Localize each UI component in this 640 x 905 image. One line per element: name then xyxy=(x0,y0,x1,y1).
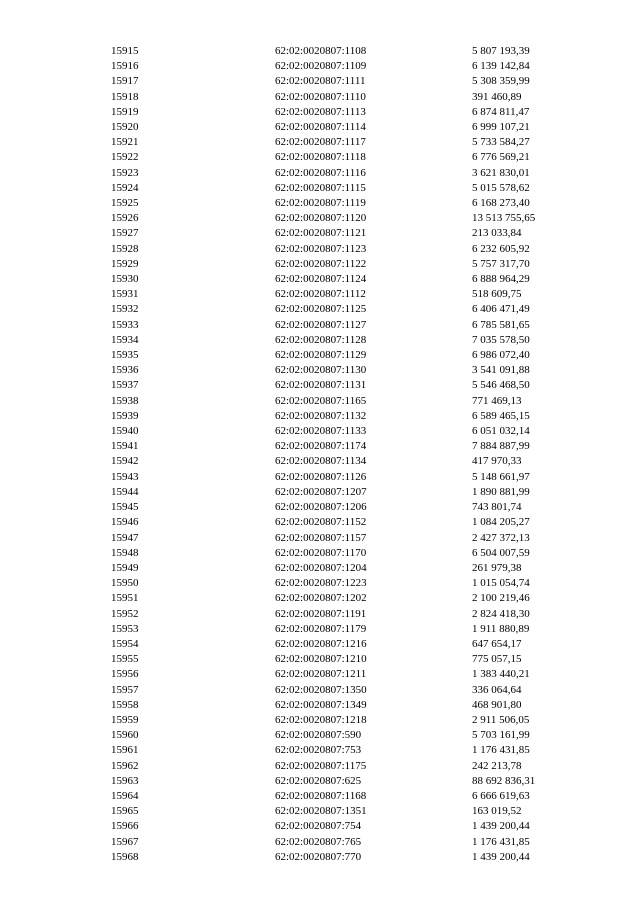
row-number: 15943 xyxy=(111,470,139,483)
row-number: 15954 xyxy=(111,637,139,650)
row-number: 15936 xyxy=(111,364,139,377)
row-number: 15920 xyxy=(111,121,139,134)
cadastral-value: 6 589 465,15 xyxy=(472,409,530,422)
cadastral-value: 6 785 581,65 xyxy=(472,318,530,331)
row-number: 15965 xyxy=(111,805,139,818)
row-number: 15921 xyxy=(111,136,139,149)
table-row xyxy=(111,287,592,302)
table-row xyxy=(111,531,592,546)
cadastral-number: 62:02:0020807:1174 xyxy=(275,440,367,453)
cadastral-value: 6 139 142,84 xyxy=(472,60,530,73)
row-number: 15949 xyxy=(111,561,139,574)
table-row xyxy=(111,378,592,393)
table-row xyxy=(111,515,592,530)
cadastral-number: 62:02:0020807:1170 xyxy=(275,546,367,559)
cadastral-value: 468 901,80 xyxy=(472,698,522,711)
table-row xyxy=(111,181,592,196)
row-number: 15941 xyxy=(111,440,139,453)
table-row xyxy=(111,743,592,758)
cadastral-number: 62:02:0020807:1131 xyxy=(275,379,367,392)
table-row xyxy=(111,120,592,135)
row-number: 15926 xyxy=(111,212,139,225)
cadastral-number: 62:02:0020807:1168 xyxy=(275,789,367,802)
row-number: 15959 xyxy=(111,713,139,726)
table-row xyxy=(111,318,592,333)
row-number: 15940 xyxy=(111,425,139,438)
row-number: 15925 xyxy=(111,197,139,210)
row-number: 15953 xyxy=(111,622,139,635)
row-number: 15935 xyxy=(111,349,139,362)
cadastral-value: 7 884 887,99 xyxy=(472,440,530,453)
table-row xyxy=(111,242,592,257)
table-row xyxy=(111,105,592,120)
cadastral-number: 62:02:0020807:1119 xyxy=(275,197,366,210)
cadastral-number: 62:02:0020807:1218 xyxy=(275,713,367,726)
cadastral-number: 62:02:0020807:1157 xyxy=(275,531,367,544)
table-row xyxy=(111,150,592,165)
table-row xyxy=(111,44,592,59)
table-row xyxy=(111,454,592,469)
row-number: 15930 xyxy=(111,273,139,286)
row-number: 15966 xyxy=(111,820,139,833)
cadastral-number: 62:02:0020807:1125 xyxy=(275,303,367,316)
cadastral-number: 62:02:0020807:1123 xyxy=(275,242,367,255)
row-number: 15916 xyxy=(111,60,139,73)
cadastral-number: 62:02:0020807:1108 xyxy=(275,45,367,57)
cadastral-value: 1 439 200,44 xyxy=(472,850,530,863)
table-row xyxy=(111,774,592,789)
table-row xyxy=(111,166,592,181)
row-number: 15962 xyxy=(111,759,139,772)
cadastral-value: 3 621 830,01 xyxy=(472,166,530,179)
table-row xyxy=(111,789,592,804)
cadastral-number: 62:02:0020807:1351 xyxy=(275,805,367,818)
cadastral-number: 62:02:0020807:765 xyxy=(275,835,362,848)
cadastral-number: 62:02:0020807:1112 xyxy=(275,288,366,301)
cadastral-number: 62:02:0020807:1126 xyxy=(275,470,367,483)
row-number: 15948 xyxy=(111,546,139,559)
cadastral-value: 1 015 054,74 xyxy=(472,577,530,590)
table-row xyxy=(111,713,592,728)
table-row xyxy=(111,667,592,682)
cadastral-number: 62:02:0020807:1207 xyxy=(275,485,367,498)
table-row xyxy=(111,698,592,713)
cadastral-number: 62:02:0020807:1118 xyxy=(275,151,366,164)
row-number: 15956 xyxy=(111,668,139,681)
cadastral-number: 62:02:0020807:1206 xyxy=(275,501,367,514)
cadastral-number: 62:02:0020807:625 xyxy=(275,774,362,787)
cadastral-number: 62:02:0020807:1204 xyxy=(275,561,367,574)
cadastral-value: 6 168 273,40 xyxy=(472,197,530,210)
cadastral-value: 1 890 881,99 xyxy=(472,485,530,498)
cadastral-number: 62:02:0020807:1216 xyxy=(275,637,367,650)
cadastral-value: 391 460,89 xyxy=(472,90,522,103)
table-row xyxy=(111,439,592,454)
row-number: 15934 xyxy=(111,333,139,346)
table-row xyxy=(111,546,592,561)
cadastral-value: 6 666 619,63 xyxy=(472,789,530,802)
cadastral-value: 6 986 072,40 xyxy=(472,349,530,362)
cadastral-value: 5 733 584,27 xyxy=(472,136,530,149)
table-row xyxy=(111,272,592,287)
row-number: 15939 xyxy=(111,409,139,422)
cadastral-value: 7 035 578,50 xyxy=(472,333,530,346)
cadastral-value: 213 033,84 xyxy=(472,227,522,240)
cadastral-number: 62:02:0020807:1110 xyxy=(275,90,366,103)
cadastral-value: 3 541 091,88 xyxy=(472,364,530,377)
table-row xyxy=(111,591,592,606)
table-row xyxy=(111,302,592,317)
row-number: 15942 xyxy=(111,455,139,468)
table-row xyxy=(111,409,592,424)
table-row xyxy=(111,819,592,834)
table-row xyxy=(111,59,592,74)
cadastral-number: 62:02:0020807:1152 xyxy=(275,516,367,529)
row-number: 15946 xyxy=(111,516,139,529)
row-number: 15947 xyxy=(111,531,139,544)
cadastral-value: 6 999 107,21 xyxy=(472,121,530,134)
row-number: 15927 xyxy=(111,227,139,240)
cadastral-number: 62:02:0020807:1122 xyxy=(275,257,367,270)
cadastral-value: 5 308 359,99 xyxy=(472,75,530,88)
row-number: 15931 xyxy=(111,288,139,301)
cadastral-number: 62:02:0020807:770 xyxy=(275,850,362,863)
table-row xyxy=(111,576,592,591)
cadastral-value: 743 801,74 xyxy=(472,501,522,514)
cadastral-number: 62:02:0020807:1113 xyxy=(275,105,366,118)
cadastral-value: 518 609,75 xyxy=(472,288,522,301)
table-row xyxy=(111,485,592,500)
cadastral-value: 2 911 506,05 xyxy=(472,713,530,726)
row-number: 15915 xyxy=(111,45,139,57)
table-row xyxy=(111,652,592,667)
cadastral-number: 62:02:0020807:1111 xyxy=(275,75,366,88)
table-row xyxy=(111,424,592,439)
cadastral-value: 5 807 193,39 xyxy=(472,45,530,57)
cadastral-number: 62:02:0020807:1132 xyxy=(275,409,367,422)
cadastral-value: 5 015 578,62 xyxy=(472,181,530,194)
row-number: 15951 xyxy=(111,592,139,605)
cadastral-value: 6 406 471,49 xyxy=(472,303,530,316)
row-number: 15922 xyxy=(111,151,139,164)
table-row xyxy=(111,759,592,774)
row-number: 15917 xyxy=(111,75,139,88)
table-row xyxy=(111,74,592,89)
row-number: 15924 xyxy=(111,181,139,194)
table-row xyxy=(111,728,592,743)
table-row xyxy=(111,333,592,348)
cadastral-number: 62:02:0020807:1165 xyxy=(275,394,367,407)
cadastral-number: 62:02:0020807:1223 xyxy=(275,577,367,590)
table-row xyxy=(111,850,592,865)
cadastral-number: 62:02:0020807:590 xyxy=(275,729,362,742)
cadastral-value: 261 979,38 xyxy=(472,561,522,574)
table-row xyxy=(111,394,592,409)
cadastral-number: 62:02:0020807:1109 xyxy=(275,60,367,73)
cadastral-number: 62:02:0020807:753 xyxy=(275,744,362,757)
cadastral-value: 647 654,17 xyxy=(472,637,522,650)
cadastral-number: 62:02:0020807:1175 xyxy=(275,759,367,772)
cadastral-number: 62:02:0020807:1124 xyxy=(275,273,367,286)
cadastral-value: 6 874 811,47 xyxy=(472,105,530,118)
cadastral-value: 5 148 661,97 xyxy=(472,470,530,483)
table-row xyxy=(111,196,592,211)
row-number: 15964 xyxy=(111,789,139,802)
cadastral-number: 62:02:0020807:1350 xyxy=(275,683,367,696)
cadastral-number: 62:02:0020807:1133 xyxy=(275,425,367,438)
cadastral-number: 62:02:0020807:1117 xyxy=(275,136,366,149)
row-number: 15950 xyxy=(111,577,139,590)
cadastral-value: 2 427 372,13 xyxy=(472,531,530,544)
table-row xyxy=(111,561,592,576)
row-number: 15929 xyxy=(111,257,139,270)
table-row xyxy=(111,637,592,652)
cadastral-value: 88 692 836,31 xyxy=(472,774,536,787)
table-body xyxy=(111,44,592,865)
cadastral-number: 62:02:0020807:1129 xyxy=(275,349,367,362)
cadastral-number: 62:02:0020807:1127 xyxy=(275,318,367,331)
row-number: 15932 xyxy=(111,303,139,316)
table-row xyxy=(111,211,592,226)
row-number: 15961 xyxy=(111,744,139,757)
cadastral-number: 62:02:0020807:1116 xyxy=(275,166,366,179)
row-number: 15938 xyxy=(111,394,139,407)
cadastral-value: 775 057,15 xyxy=(472,653,522,666)
row-number: 15919 xyxy=(111,105,139,118)
row-number: 15958 xyxy=(111,698,139,711)
cadastral-number: 62:02:0020807:1211 xyxy=(275,668,367,681)
row-number: 15944 xyxy=(111,485,139,498)
table-row xyxy=(111,683,592,698)
cadastral-value: 6 232 605,92 xyxy=(472,242,530,255)
cadastral-value: 1 439 200,44 xyxy=(472,820,530,833)
row-number: 15967 xyxy=(111,835,139,848)
cadastral-number: 62:02:0020807:1130 xyxy=(275,364,367,377)
row-number: 15968 xyxy=(111,850,139,863)
row-number: 15933 xyxy=(111,318,139,331)
cadastral-number: 62:02:0020807:1115 xyxy=(275,181,366,194)
row-number: 15923 xyxy=(111,166,139,179)
row-number: 15928 xyxy=(111,242,139,255)
cadastral-value: 6 888 964,29 xyxy=(472,273,530,286)
cadastral-value: 6 051 032,14 xyxy=(472,425,530,438)
cadastral-value: 163 019,52 xyxy=(472,805,522,818)
cadastral-value: 6 776 569,21 xyxy=(472,151,530,164)
cadastral-value: 1 383 440,21 xyxy=(472,668,530,681)
cadastral-value: 5 757 317,70 xyxy=(472,257,530,270)
cadastral-value: 1 911 880,89 xyxy=(472,622,530,635)
cadastral-number: 62:02:0020807:1134 xyxy=(275,455,367,468)
cadastral-number: 62:02:0020807:1120 xyxy=(275,212,367,225)
row-number: 15945 xyxy=(111,501,139,514)
cadastral-value: 2 100 219,46 xyxy=(472,592,530,605)
cadastral-number: 62:02:0020807:1114 xyxy=(275,121,366,134)
cadastral-value: 417 970,33 xyxy=(472,455,522,468)
table-row xyxy=(111,607,592,622)
cadastral-value: 5 546 468,50 xyxy=(472,379,530,392)
cadastral-value: 6 504 007,59 xyxy=(472,546,530,559)
table-row xyxy=(111,470,592,485)
cadastral-number: 62:02:0020807:1128 xyxy=(275,333,367,346)
table-row xyxy=(111,622,592,637)
table-row xyxy=(111,804,592,819)
table-row xyxy=(111,835,592,850)
cadastral-value: 242 213,78 xyxy=(472,759,522,772)
row-number: 15955 xyxy=(111,653,139,666)
table-row xyxy=(111,257,592,272)
cadastral-number: 62:02:0020807:1121 xyxy=(275,227,367,240)
cadastral-number: 62:02:0020807:1179 xyxy=(275,622,367,635)
row-number: 15937 xyxy=(111,379,139,392)
cadastral-value-table xyxy=(111,44,592,865)
cadastral-value: 336 064,64 xyxy=(472,683,522,696)
cadastral-number: 62:02:0020807:1202 xyxy=(275,592,367,605)
cadastral-value: 771 469,13 xyxy=(472,394,522,407)
table-row xyxy=(111,500,592,515)
cadastral-number: 62:02:0020807:1191 xyxy=(275,607,367,620)
row-number: 15918 xyxy=(111,90,139,103)
table-row xyxy=(111,226,592,241)
cadastral-value: 1 176 431,85 xyxy=(472,835,530,848)
cadastral-value: 2 824 418,30 xyxy=(472,607,530,620)
cadastral-number: 62:02:0020807:754 xyxy=(275,820,362,833)
row-number: 15957 xyxy=(111,683,139,696)
cadastral-value: 1 084 205,27 xyxy=(472,516,530,529)
row-number: 15960 xyxy=(111,729,139,742)
cadastral-value: 13 513 755,65 xyxy=(472,212,536,225)
table-row xyxy=(111,348,592,363)
table-row xyxy=(111,90,592,105)
cadastral-number: 62:02:0020807:1349 xyxy=(275,698,367,711)
row-number: 15963 xyxy=(111,774,139,787)
cadastral-value: 5 703 161,99 xyxy=(472,729,530,742)
cadastral-value: 1 176 431,85 xyxy=(472,744,530,757)
cadastral-number: 62:02:0020807:1210 xyxy=(275,653,367,666)
table-row xyxy=(111,363,592,378)
row-number: 15952 xyxy=(111,607,139,620)
table-row xyxy=(111,135,592,150)
